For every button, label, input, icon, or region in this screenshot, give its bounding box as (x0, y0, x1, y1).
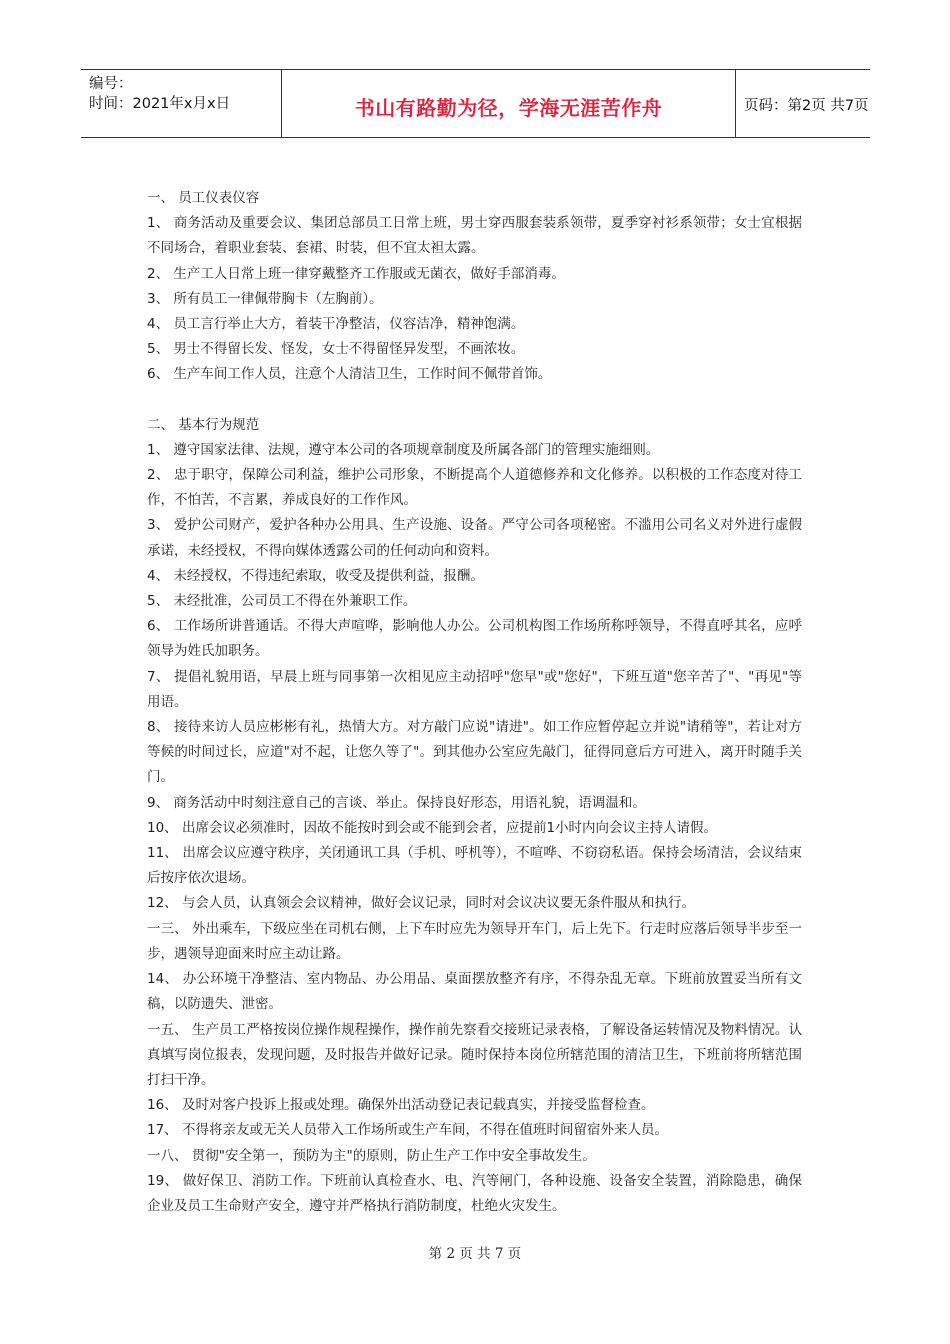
list-item: 1、 商务活动及重要会议、集团总部员工日常上班，男士穿西服套装系领带，夏季穿衬衫系领带；女士宜根据不同场合，着职业套装、套裙、时装，但不宜太袒太露。 (147, 215, 802, 257)
list-item: 3、 爱护公司财产，爱护各种办公用具、生产设施、设备。严守公司各项秘密。不滥用公司名义对外进行虚假承诺，未经授权，不得向媒体透露公司的任何动向和资料。 (147, 517, 802, 559)
list-item: 16、 及时对客户投诉上报或处理。确保外出活动登记表记载真实，并接受监督检查。 (147, 1097, 655, 1114)
list-item: 1、 遵守国家法律、法规，遵守本公司的各项规章制度及所属各部门的管理实施细则。 (147, 441, 660, 458)
list-item: 19、 做好保卫、消防工作。下班前认真检查水、电、汽等闸门，各种设施、设备安全装置，消除隐患，确保企业及员工生命财产安全，遵守并严格执行消防制度，杜绝火灾发生。 (147, 1172, 802, 1214)
list-item: 10、 出席会议必须准时，因故不能按时到会或不能到会者，应提前1小时内向会议主持人请假。 (147, 819, 718, 836)
header-motto-cell (281, 70, 736, 137)
list-item: 9、 商务活动中时刻注意自己的言谈、举止。保持良好形态，用语礼貌，语调温和。 (147, 794, 646, 811)
page-footer: 第 2 页 共 7 页 (428, 1246, 522, 1262)
list-item: 4、 员工言行举止大方，着装干净整洁，仪容洁净，精神饱满。 (147, 316, 525, 333)
list-item: 7、 提倡礼貌用语，早晨上班与同事第一次相见应主动招呼"您早"或"您好"，下班互道"您辛苦了"、"再见"等用语。 (147, 668, 802, 710)
section-heading: 二、 基本行为规范 (147, 416, 260, 433)
header-page-number: 页码：第2页 共7页 (744, 98, 869, 114)
list-item: 一五、 生产员工严格按岗位操作规程操作，操作前先察看交接班记录表格，了解设备运转情况及物料情况。认真填写岗位报表，发现问题，及时报告并做好记录。随时保持本岗位所辖范围的清洁卫生，下班前将所辖范围打扫干净。 (147, 1021, 802, 1088)
list-item: 4、 未经授权，不得违纪索取，收受及提供利益，报酬。 (147, 567, 484, 584)
list-item: 5、 男士不得留长发、怪发，女士不得留怪异发型，不画浓妆。 (147, 341, 525, 358)
list-item: 12、 与会人员，认真领会会议精神，做好会议记录，同时对会议决议要无条件服从和执行。 (147, 895, 695, 912)
list-item: 14、 办公环境干净整洁、室内物品、办公用品、桌面摆放整齐有序，不得杂乱无章。下班前放置妥当所有文稿，以防遗失、泄密。 (147, 971, 802, 1013)
document-number: 编号： (89, 76, 133, 92)
list-item: 2、 忠于职守，保障公司利益，维护公司形象，不断提高个人道德修养和文化修养。以积极的工作态度对待工作，不怕苦，不言累，养成良好的工作作风。 (147, 467, 802, 509)
list-item: 6、 生产车间工作人员，注意个人清洁卫生，工作时间不佩带首饰。 (147, 366, 552, 383)
list-item: 2、 生产工人日常上班一律穿戴整齐工作服或无菌衣，做好手部消毒。 (147, 265, 565, 282)
list-item: 11、 出席会议应遵守秩序，关闭通讯工具（手机、呼机等），不喧哗、不窃窃私语。保持会场清洁，会议结束后按序依次退场。 (147, 845, 802, 887)
list-item: 5、 未经批准，公司员工不得在外兼职工作。 (147, 593, 417, 610)
list-item: 一三、 外出乘车，下级应坐在司机右侧，上下车时应先为领导开车门，后上先下。行走时应落后领导半步至一步，遇领导迎面来时应主动让路。 (147, 920, 802, 962)
document-body (147, 186, 802, 1219)
list-item: 6、 工作场所讲普通话。不得大声喧哗，影响他人办公。公司机构图工作场所称呼领导，不得直呼其名，应呼领导为姓氏加职务。 (147, 618, 802, 660)
document-date: 时间：2021年x月x日 (89, 96, 231, 112)
section-heading: 一、 员工仪表仪容 (147, 190, 260, 206)
list-item: 17、 不得将亲友或无关人员带入工作场所或生产车间，不得在值班时间留宿外来人员。 (147, 1122, 668, 1139)
list-item: 8、 接待来访人员应彬彬有礼，热情大方。对方敲门应说"请进"。如工作应暂停起立并说"请稍等"，若让对方等候的时间过长，应道"对不起，让您久等了"。到其他办公室应先敲门，征得同意后方可进入，离开时随手关门。 (147, 719, 802, 786)
section-spacer (147, 388, 802, 413)
list-item: 3、 所有员工一律佩带胸卡（左胸前）。 (147, 290, 383, 307)
motto-text: 书山有路勤为径，学海无涯苦作舟 (354, 96, 663, 120)
list-item: 一八、 贯彻"安全第一，预防为主"的原则，防止生产工作中安全事故发生。 (147, 1147, 596, 1164)
header-meta-cell (81, 70, 281, 137)
document-header (81, 69, 870, 138)
header-page-cell (736, 70, 870, 137)
